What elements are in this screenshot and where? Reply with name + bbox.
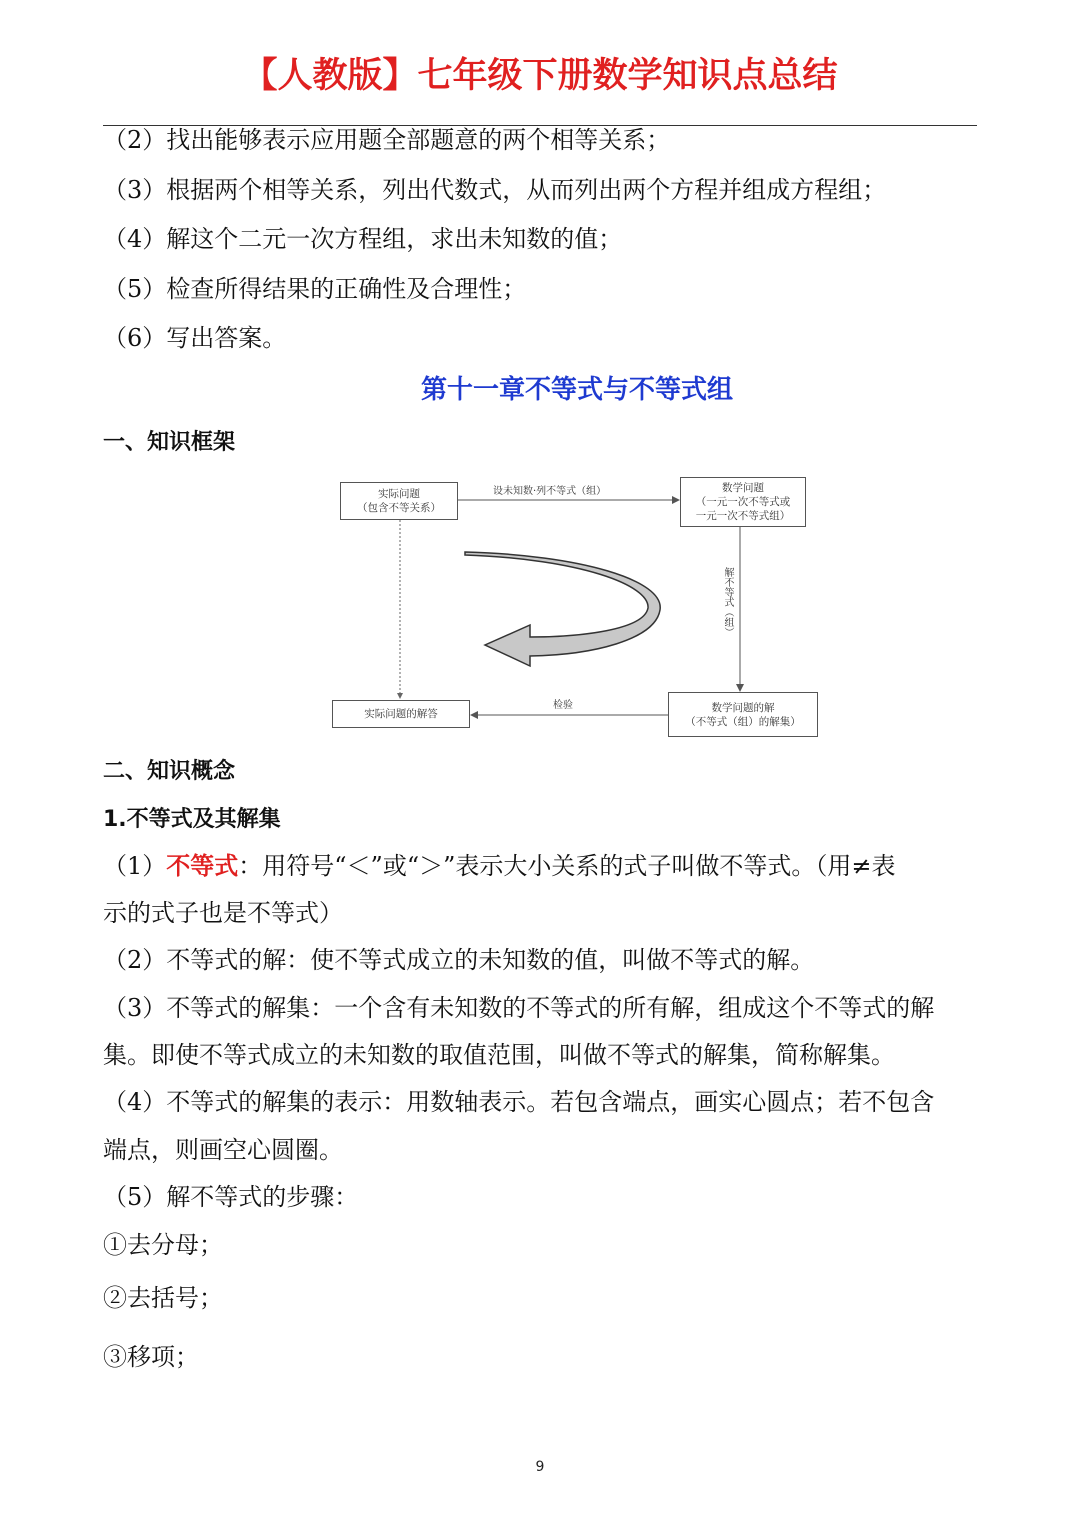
box-math-problem-title: 数学问题: [722, 482, 764, 494]
curved-cycle-arrow: [465, 552, 660, 666]
box-real-problem: [340, 482, 458, 520]
box-real-answer: [332, 700, 470, 728]
concept-3-continuation: 集。即使不等式成立的未知数的取值范围，叫做不等式的解集，简称解集。: [103, 1041, 895, 1069]
box-math-problem: [680, 477, 806, 527]
box-math-problem-note-1: （一元一次不等式或: [695, 496, 791, 508]
arrow-solve-label: 解不等式（组）: [722, 567, 733, 637]
solve-step-3: ③移项；: [103, 1343, 199, 1371]
box-math-solution-title: 数学问题的解: [711, 701, 775, 714]
solve-step-2: ②去括号；: [103, 1284, 223, 1312]
concept-1-prefix: （1）: [103, 852, 167, 880]
intro-step-6: （6）写出答案。: [103, 324, 287, 352]
box-real-answer-title: 实际问题的解答: [364, 708, 438, 720]
intro-step-2: （2）找出能够表示应用题全部题意的两个相等关系；: [103, 126, 671, 154]
section-heading-concepts: 二、知识概念: [103, 759, 236, 784]
intro-step-4: （4）解这个二元一次方程组，求出未知数的值；: [103, 225, 623, 253]
box-real-problem-title: 实际问题: [378, 488, 420, 500]
arrow-set-up-head: [672, 496, 680, 504]
subsection-heading-inequality: 1.不等式及其解集: [103, 807, 281, 832]
concept-2-line: （2）不等式的解：使不等式成立的未知数的值，叫做不等式的解。: [103, 946, 815, 974]
knowledge-framework-diagram: [330, 475, 825, 745]
arrow-check-head: [470, 711, 478, 719]
concept-5-line: （5）解不等式的步骤：: [103, 1183, 359, 1211]
arrow-check-label: 检验: [553, 700, 573, 711]
concept-1-text: ：用符号“＜”或“＞”表示大小关系的式子叫做不等式。（用≠表: [238, 852, 896, 880]
box-math-solution: [668, 692, 818, 737]
concept-1-continuation: 示的式子也是不等式）: [103, 899, 343, 927]
dashed-connector-head: [397, 693, 403, 699]
document-title: 【人教版】七年级下册数学知识点总结: [242, 56, 838, 96]
box-real-problem-note: （包含不等关系）: [357, 502, 441, 514]
solve-step-1: ①去分母；: [103, 1231, 223, 1259]
box-math-solution-note: （不等式（组）的解集）: [685, 715, 801, 728]
page-number: 9: [535, 1459, 545, 1475]
box-math-problem-note-2: 一元一次不等式组）: [695, 510, 791, 522]
concept-1-term: 不等式: [166, 852, 239, 880]
intro-step-5: （5）检查所得结果的正确性及合理性；: [103, 275, 527, 303]
concept-4-line: （4）不等式的解集的表示：用数轴表示。若包含端点，画实心圆点；若不包含: [103, 1088, 935, 1116]
concept-3-line: （3）不等式的解集：一个含有未知数的不等式的所有解，组成这个不等式的解: [103, 994, 935, 1022]
concept-1-line: [103, 852, 983, 880]
section-heading-framework: 一、知识框架: [103, 430, 236, 455]
intro-step-3: （3）根据两个相等关系，列出代数式，从而列出两个方程并组成方程组；: [103, 176, 887, 204]
arrow-set-up-label: 设未知数·列不等式（组）: [493, 486, 607, 497]
chapter-title: 第十一章不等式与不等式组: [420, 375, 733, 405]
arrow-solve-head: [736, 684, 744, 692]
concept-4-continuation: 端点，则画空心圆圈。: [103, 1136, 343, 1164]
